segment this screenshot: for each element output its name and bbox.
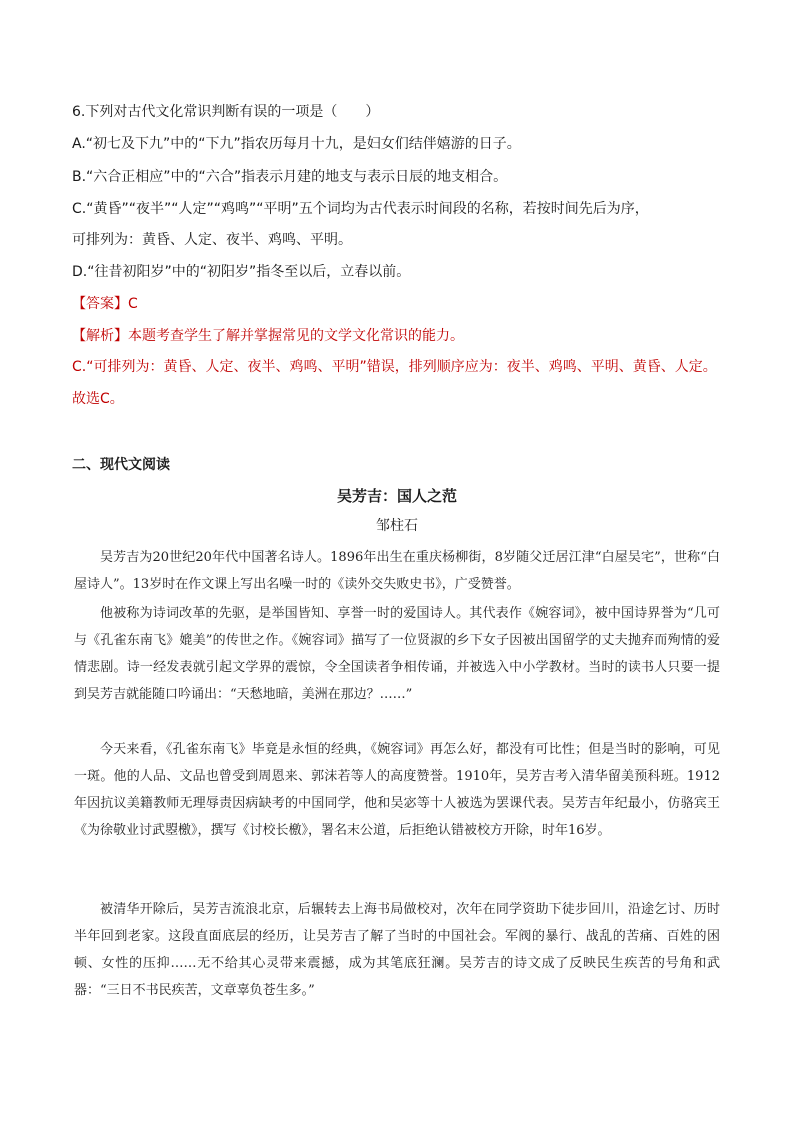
question-stem: 6.下列对古代文化常识判断有误的一项是（ ） [72,104,380,120]
article-title: 吴芳吉：国人之范 [336,487,457,505]
analysis-line3: 故选C。 [72,391,124,407]
answer: 【答案】C [72,296,138,312]
analysis-line1: 【解析】本题考查学生了解并掌握常见的文学文化常识的能力。 [72,328,464,344]
article-paragraph-1: 吴芳吉为20世纪20年代中国著名诗人。1896年出生在重庆杨柳街，8岁随父迁居江津“白屋吴宅”，世称“白屋诗人”。13岁时在作文课上写出名噪一时的《读外交失败史书》，广受赞誉。 [74,550,720,592]
option-d: D.“往昔初阳岁”中的“初阳岁”指冬至以后，立春以前。 [72,264,411,280]
article-paragraph-4: 被清华开除后，吴芳吉流浪北京，后辗转去上海书局做校对，次年在同学资助下徒步回川，沿途乞讨、历时半年回到老家。这段直面底层的经历，让吴芳吉了解了当时的中国社会。军阀的暴行、战乱的苦痛、百姓的困顿、女性的压抑……无不给其心灵带来震撼，成为其笔底狂澜。吴芳吉的诗文成了反映民生疾苦的号角和武器：“三日不书民疾苦，文章辜负苍生多。” [74,902,720,998]
analysis-line2: C.“可排列为：黄昏、人定、夜半、鸡鸣、平明”错误，排列顺序应为：夜半、鸡鸣、平明、黄昏、人定。 [72,359,717,375]
option-a: A.“初七及下九”中的“下九”指农历每月十九，是妇女们结伴嬉游的日子。 [72,136,521,152]
article-author: 邹柱石 [376,518,418,534]
article-paragraph-3: 今天来看，《孔雀东南飞》毕竟是永恒的经典，《婉容词》再怎么好，都没有可比性；但是当时的影响，可见一斑。他的人品、文品也曾受到周恩来、郭沫若等人的高度赞誉。1910年，吴芳吉考入清华留美预科班。1912年因抗议美籍教师无理辱责因病缺考的中国同学，他和吴宓等十人被选为罢课代表。吴芳吉年纪最小，仿骆宾王《为徐敬业讨武曌檄》，撰写《讨校长檄》，署名末公道，后拒绝认错被校方开除，时年16岁。 [74,742,720,838]
option-c-line1: C.“黄昏”“夜半”“人定”“鸡鸣”“平明”五个词均为古代表示时间段的名称，若按时间先后为序， [72,201,649,217]
article-paragraph-2: 他被称为诗词改革的先驱，是举国皆知、享誉一时的爱国诗人。其代表作《婉容词》，被中国诗界誉为“几可与《孔雀东南飞》媲美”的传世之作。《婉容词》描写了一位贤淑的乡下女子因被出国留学的丈夫抛弃而殉情的爱情悲剧。诗一经发表就引起文学界的震惊，令全国读者争相传诵，并被选入中小学教材。当时的读书人只要一提到吴芳吉就能随口吟诵出：“天愁地暗，美洲在那边？……” [74,606,720,702]
section-heading: 二、现代文阅读 [72,457,170,473]
option-b: B.“六合正相应”中的“六合”指表示月建的地支与表示日辰的地支相合。 [72,169,508,185]
option-c-line2: 可排列为：黄昏、人定、夜半、鸡鸣、平明。 [72,232,352,248]
